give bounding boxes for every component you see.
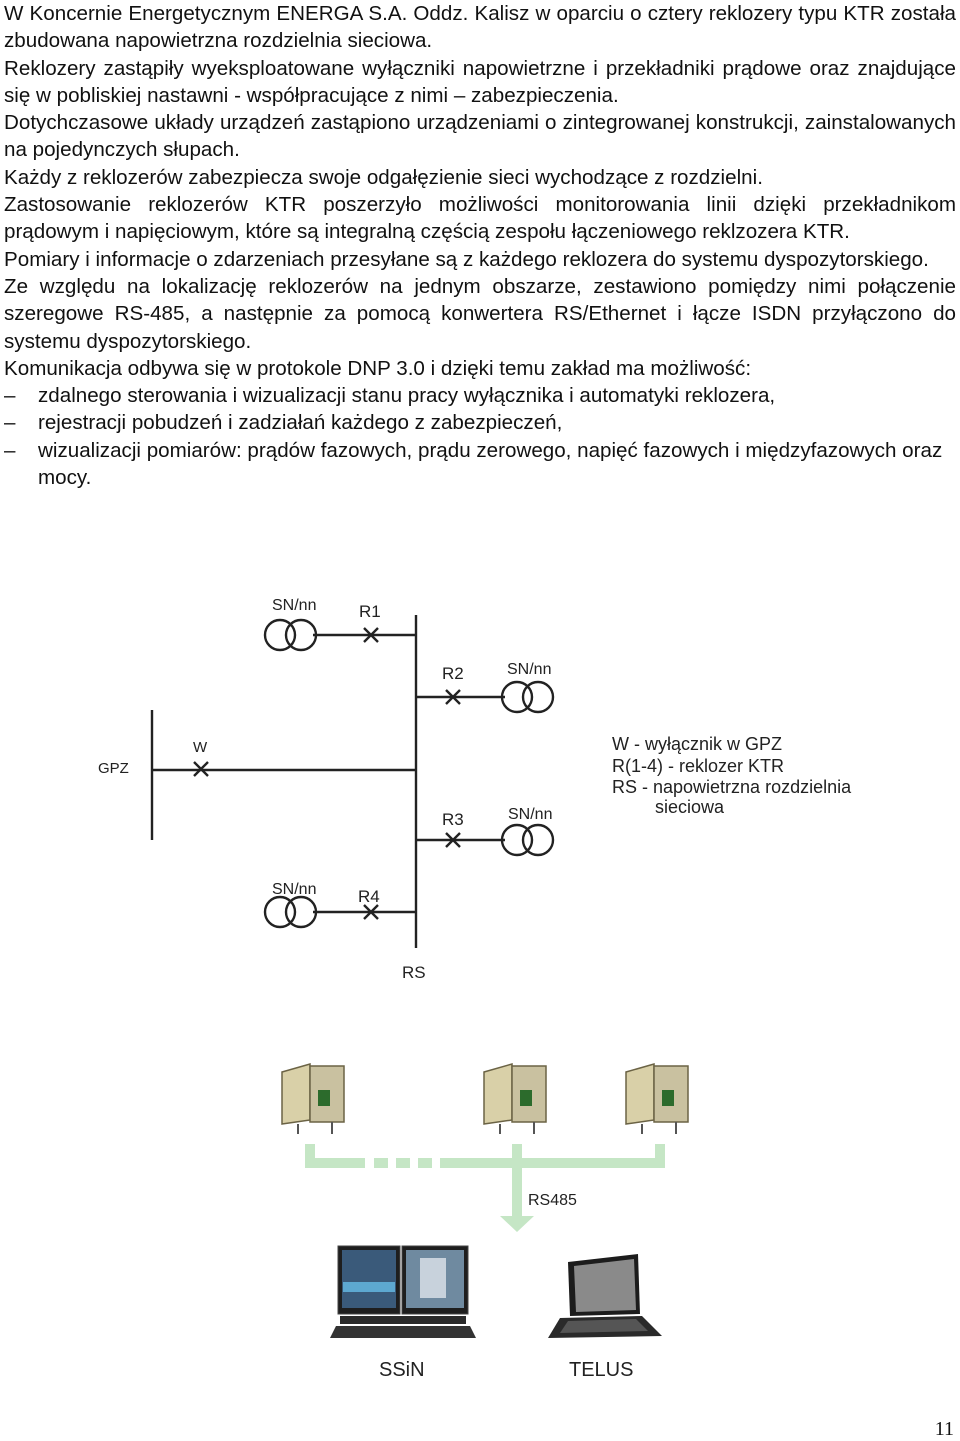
paragraph: Komunikacja odbywa się w protokole DNP 3.0 i dzięki temu zakład ma możliwość:: [4, 356, 752, 380]
laptop-icon: [548, 1254, 662, 1338]
recloser-label: R2: [442, 664, 464, 683]
list-item: [4, 382, 956, 409]
communication-diagram: [0, 1060, 960, 1390]
body-text: [4, 0, 956, 491]
transformer-label: SN/nn: [508, 806, 553, 823]
dash-marker: –: [4, 438, 16, 462]
dash-marker: –: [4, 411, 16, 435]
list-item: [4, 409, 956, 436]
paragraph: Każdy z reklozerów zabezpiecza swoje odgałęzienie sieci wychodzące z rozdzielni.: [4, 165, 763, 189]
transformer-label: SN/nn: [272, 597, 317, 614]
network-diagram: [0, 580, 960, 1000]
legend-line: R(1-4) - reklozer KTR: [612, 756, 785, 776]
legend-line: sieciowa: [655, 797, 725, 817]
list-item-text: zdalnego sterowania i wizualizacji stanu pracy wyłącznika i automatyki reklozera,: [38, 384, 776, 408]
paragraph: Dotychczasowe układy urządzeń zastąpiono urządzeniami o zintegrowanej konstrukcji, zainstalowanych na pojedynczych słupach.: [4, 111, 956, 162]
recloser-label: R3: [442, 810, 464, 829]
station-label-telus: TELUS: [569, 1359, 634, 1381]
bus-label: RS485: [528, 1192, 577, 1209]
paragraph: Pomiary i informacje o zdarzeniach przesyłane są z każdego reklozera do systemu dyspozytorskiego.: [4, 247, 929, 271]
w-label: W: [193, 739, 208, 756]
gpz-label: GPZ: [98, 760, 129, 777]
capability-list: [4, 382, 956, 491]
workstation-icon: [330, 1246, 476, 1338]
legend-line: RS - napowietrzna rozdzielnia: [612, 777, 852, 797]
diagram-legend: [612, 734, 852, 817]
dash-marker: –: [4, 384, 16, 408]
legend-line: W - wyłącznik w GPZ: [612, 734, 783, 754]
transformer-label: SN/nn: [272, 881, 317, 898]
paragraph: W Koncernie Energetycznym ENERGA S.A. Oddz. Kalisz w oparciu o cztery reklozery typu KTR została zbudowana napowietrzna rozdzielnia sieciowa.: [4, 2, 956, 53]
recloser-cabinet-icon: [626, 1064, 688, 1134]
arrow-down-icon: [500, 1216, 534, 1232]
recloser-cabinet-icon: [282, 1064, 344, 1134]
list-item: [4, 437, 956, 492]
paragraph: Ze względu na lokalizację reklozerów na jednym obszarze, zestawiono pomiędzy nimi połączenie szeregowe RS-485, a następnie za pomocą konwertera RS/Ethernet i łącze ISDN przyłączono do systemu dyspozytorskiego.: [4, 274, 956, 353]
list-item-text: wizualizacji pomiarów: prądów fazowych, prądu zerowego, napięć fazowych i międzyfazowych oraz mocy.: [38, 438, 943, 490]
recloser-cabinet-icon: [484, 1064, 546, 1134]
rs485-bus: [305, 1144, 665, 1218]
paragraph: Zastosowanie reklozerów KTR poszerzyło możliwości monitorowania linii dzięki przekładnikom prądowym i napięciowym, które są integralną częścią zespołu łączeniowego reklzozera KTR.: [4, 193, 956, 244]
recloser-label: R4: [358, 887, 380, 906]
transformer-label: SN/nn: [507, 661, 552, 678]
list-item-text: rejestracji pobudzeń i zadziałań każdego z zabezpieczeń,: [38, 411, 563, 435]
rs-label: RS: [402, 963, 426, 982]
station-label-ssin: SSiN: [379, 1359, 425, 1381]
page-number: 11: [934, 1418, 954, 1440]
paragraph: Reklozery zastąpiły wyeksploatowane wyłączniki napowietrzne i przekładniki prądowe oraz znajdujące się w pobliskiej nastawni - współpracujące z nimi – zabezpieczenia.: [4, 56, 956, 107]
recloser-label: R1: [359, 602, 381, 621]
